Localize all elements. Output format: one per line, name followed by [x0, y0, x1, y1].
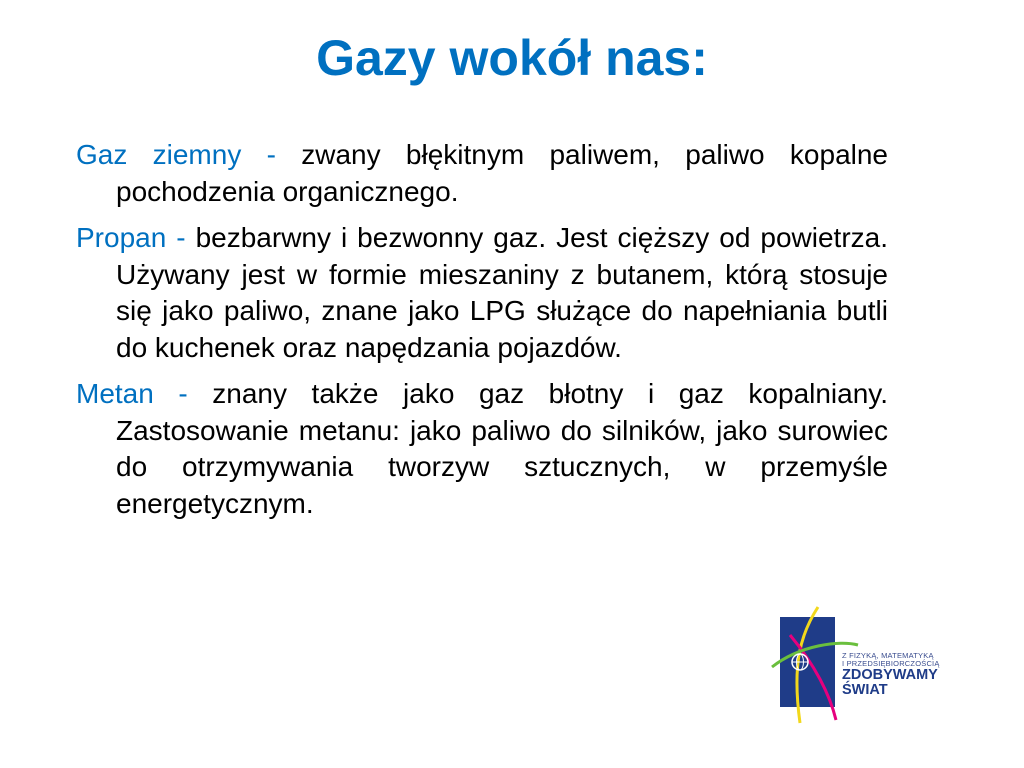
paragraph-metan: [76, 376, 888, 522]
slide-title: Gazy wokół nas:: [316, 30, 708, 86]
term-metan: Metan: [76, 378, 154, 409]
paragraph-gaz-ziemny: [76, 137, 888, 210]
term-gaz-ziemny: Gaz ziemny: [76, 139, 242, 170]
paragraph-propan: [76, 220, 888, 366]
logo-line-4: ŚWIAT: [842, 682, 888, 698]
slide-body: [76, 137, 888, 532]
definition-metan: znany także jako gaz błotny i gaz kopalniany. Zastosowanie metanu: jako paliwo do silników, jako surowiec do otrzymywania tworzyw sztucznych, w przemyśle energetycznym.: [116, 378, 889, 519]
term-separator: -: [241, 139, 302, 170]
term-separator: -: [166, 222, 196, 253]
logo-caption: [842, 652, 940, 698]
logo-line-2: I PRZEDSIĘBIORCZOŚCIĄ: [842, 659, 940, 668]
logo-line-3: ZDOBYWAMY: [842, 667, 938, 683]
definition-propan: bezbarwny i bezwonny gaz. Jest cięższy od powietrza. Używany jest w formie mieszaniny z butanem, którą stosuje się jako paliwo, znane jako LPG służące do napełniania butli do kuchenek oraz napędzania pojazdów.: [116, 222, 888, 363]
term-separator: -: [153, 378, 213, 409]
logo-line-1: Z FIZYKĄ, MATEMATYKĄ: [842, 651, 934, 660]
definition-gaz-ziemny: zwany błękitnym paliwem, paliwo kopalne pochodzenia organicznego.: [116, 139, 889, 207]
term-propan: Propan: [76, 222, 167, 253]
